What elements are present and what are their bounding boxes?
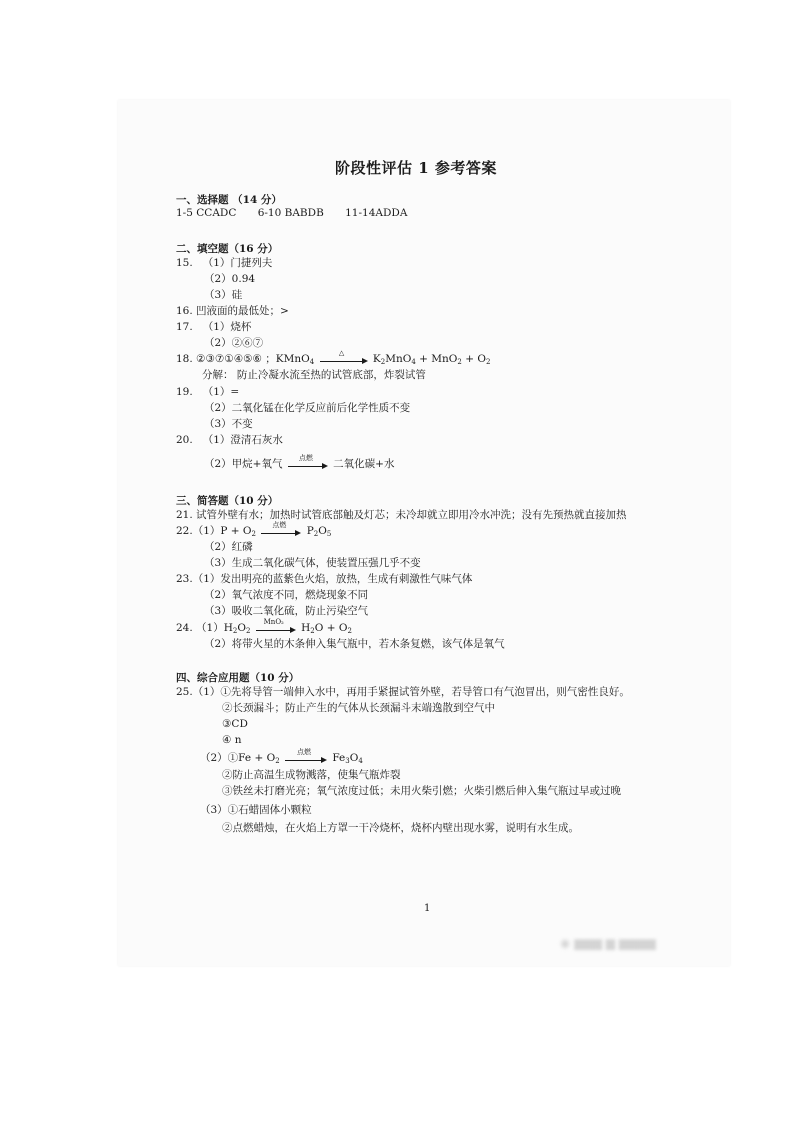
ignite-condition: 点燃 [272,521,287,529]
page-title: 阶段性评估 1 参考答案 [335,159,497,177]
choice-answers-11-14: 11-14ADDA [345,207,408,219]
subscript: 4 [358,757,363,765]
choice-answers-1-5: 1-5 CCADC [176,207,237,219]
q17-answer-1: （1）烧杯 [202,321,252,333]
q24-answer-2: （2）将带火星的木条伸入集气瓶中，若木条复燃，该气体是氧气 [204,638,505,650]
subscript: 2 [380,358,386,366]
q19-answer-3: （3）不变 [204,418,253,430]
q17-answer-2: （2）②⑥⑦ [204,337,264,349]
q25-part1-answer-2: ②长颈漏斗；防止产生的气体从长颈漏斗末端逸散到空气中 [222,702,495,714]
q21-answer: 21. 试管外壁有水；加热时试管底部触及灯芯；未冷却就立即用冷水冲洗；没有先预热就直接加热 [176,509,627,521]
product-k: K [372,353,381,365]
reaction-arrow [320,349,368,365]
ignite-condition: 点燃 [297,748,311,756]
q22-reactants: 22.（1）P + O [176,525,252,537]
q20-line-1 [176,433,283,447]
q22-product-p: P [306,525,314,537]
q15-answer-1: （1）门捷列夫 [202,257,273,269]
reaction-arrow [256,618,296,634]
q24-equation [176,618,352,638]
catalyst-condition: MnO₂ [263,618,284,626]
subscript: 2 [232,627,238,635]
reaction-arrow [288,454,328,470]
q23-answer-1: 23.（1）发出明亮的蓝紫色火焰，放热，生成有刺激性气味气体 [176,573,473,585]
subscript: 3 [345,757,350,765]
q22-product-o: O [318,525,327,537]
choice-answers [176,206,407,220]
subscript: 4 [309,358,315,366]
q23-answer-2: （2）氧气浓度不同，燃烧现象不同 [204,589,369,601]
q24-reactant-o: O [237,622,246,634]
q25-part2-equation [176,748,363,768]
section-heading-choice: 一、选择题 （14 分） [176,194,282,206]
q20-reactants: （2）甲烷+氧气 [204,458,283,470]
q18-order-and-reactant: 18. ②③⑦①④⑤⑥ ；KMnO [176,353,310,365]
watermark-logo: ◉ ▆▆▆ ▆ ▆▆▆▆ [560,936,656,950]
subscript: 2 [485,358,491,366]
q24-product-o: O + O [314,622,348,634]
q22-equation [176,521,332,541]
q23-answer-3: （3）吸收二氧化硫，防止污染空气 [204,605,369,617]
reaction-arrow [285,748,327,764]
reaction-arrow [261,521,301,537]
q25-part3-answer-1: （3）①石蜡固体小颗粒 [200,804,312,816]
section-heading-fill: 二、填空题（16 分） [176,243,279,255]
q19-answer-2: （2）二氧化锰在化学反应前后化学性质不变 [204,402,411,414]
product-mno: MnO [385,353,412,365]
product-o2: + O [461,353,486,365]
q20-products: 二氧化碳+水 [333,458,395,470]
subscript: 2 [275,757,280,765]
q18-equation [176,349,491,369]
q22-answer-2: （2）红磷 [204,541,253,553]
subscript: 5 [326,530,332,538]
q25-part3-answer-2: ②点燃蜡烛，在火焰上方罩一干冷烧杯，烧杯内壁出现水雾，说明有水生成。 [222,822,579,834]
q19-line-1 [176,385,239,399]
section-heading-comprehensive: 四、综合应用题（10 分） [176,672,300,684]
q18-analysis: 分解： 防止冷凝水流至热的试管底部，炸裂试管 [202,369,426,381]
q15-answer-2: （2）0.94 [204,273,256,285]
subscript: 2 [457,358,462,366]
q17-number: 17. [176,321,193,333]
q25-part1-answer-4: ④ n [222,734,242,746]
q17-line-1 [176,320,251,334]
q22-answer-3: （3）生成二氧化碳气体，使装置压强几乎不变 [204,557,421,569]
product-mno2: + MnO [415,353,458,365]
q15-answer-3: （3）硅 [204,289,243,301]
q25-part1-answer-3: ③CD [222,718,248,730]
subscript: 2 [245,627,251,635]
subscript: 2 [347,627,352,635]
subscript: 2 [310,627,315,635]
q20-answer-1: （1）澄清石灰水 [202,434,283,446]
q24-reactant-h: 24. （1）H [176,622,233,634]
q19-number: 19. [176,386,193,398]
q25-reactants: （2）①Fe + O [200,752,276,764]
q15-line-1 [176,256,272,270]
section-heading-short-answer: 三、简答题（10 分） [176,495,279,507]
q25-product-fe: Fe [332,752,346,764]
subscript: 2 [313,530,319,538]
q16-answer: 16. 凹液面的最低处；> [176,305,289,317]
q25-part1-answer-1: 25.（1）①先将导管一端伸入水中，再用手紧握试管外壁，若导管口有气泡冒出，则气密性良好。 [176,686,630,698]
q24-product-h: H [301,622,311,634]
q15-number: 15. [176,257,193,269]
q25-product-o: O [349,752,359,764]
subscript: 2 [251,530,256,538]
subscript: 4 [411,358,416,366]
choice-answers-6-10: 6-10 BABDB [257,207,324,219]
q25-part2-answer-2: ②防止高温生成物溅落，使集气瓶炸裂 [222,769,401,781]
heat-condition: △ [338,349,345,357]
q20-number: 20. [176,434,193,446]
page-number: 1 [424,903,431,914]
ignite-condition: 点燃 [298,454,313,462]
q20-answer-2 [176,454,395,471]
q19-answer-1: （1）= [202,386,240,398]
q25-part2-answer-3: ③铁丝未打磨光亮；氧气浓度过低；未用火柴引燃；火柴引燃后伸入集气瓶过早或过晚 [222,785,621,797]
